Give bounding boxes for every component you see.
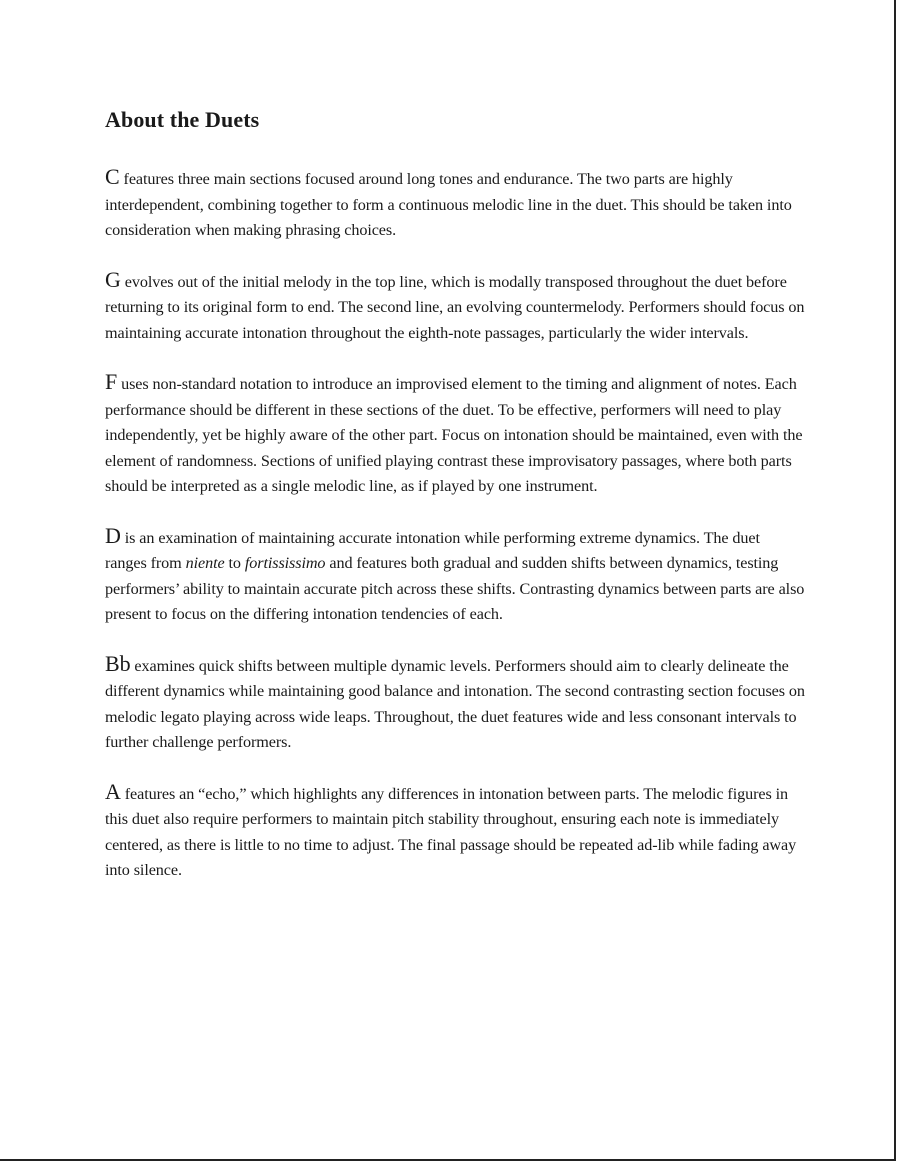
section-a-text: features an “echo,” which highlights any differences in intonation between parts. The melodic figures in this duet also require performers to maintain pitch stability throughout, ensuring each note is immediately centered, as there is little to no time to adjust. The final passage should be repeated ad-lib while fading away into silence. [105,784,797,879]
section-bb-key: Bb [105,650,131,676]
section-bb-paragraph [105,650,805,756]
section-c-text: features three main sections focused around long tones and endurance. The two parts are highly interdependent, combining together to form a continuous melodic line in the duet. This should be taken into consideration when making phrasing choices. [105,170,792,239]
document-content [105,106,805,909]
section-c-key: C [105,164,120,189]
section-d-key: D [105,522,121,548]
section-d-italic-niente: niente [185,554,225,572]
section-d-text-a: is an examination of maintaining accurate intonation while performing extreme dynamics. The duet ranges from [105,528,760,572]
section-g-paragraph [105,266,805,347]
section-f-paragraph [105,371,805,500]
section-bb-text: examines quick shifts between multiple dynamic levels. Performers should aim to clearly delineate the different dynamics while maintaining good balance and intonation. The second contrasting section focuses on melodic legato playing across wide leaps. Throughout, the duet features wide and less consonant intervals to further challenge performers. [105,656,805,751]
section-a-paragraph [105,778,805,884]
page-title: About the Duets [105,107,260,132]
section-d-text-b: to [224,554,245,572]
section-g-key: G [105,266,121,292]
section-d-text-c: and features both gradual and sudden shifts between dynamics, testing performers’ ability to maintain accurate pitch across these shifts. Contrasting dynamics between parts are also present to focus on the differing intonation tendencies of each. [105,554,805,623]
section-c-paragraph [105,166,805,244]
section-g-text: evolves out of the initial melody in the top line, which is modally transposed throughout the duet before returning to its original form to end. The second line, an evolving countermelody. Performers should focus on maintaining accurate intonation throughout the eighth-note passages, particularly the wider intervals. [105,272,805,342]
section-d-italic-fortississimo: fortississimo [244,554,326,572]
section-a-key: A [105,778,121,804]
section-d-paragraph [105,522,805,628]
section-f-key: F [105,369,118,394]
section-f-text: uses non-standard notation to introduce an improvised element to the timing and alignment of notes. Each performance should be different in these sections of the duet. To be effective, performers will need to play independently, yet be highly aware of the other part. Focus on intonation should be maintained, even with the element of randomness. Sections of unified playing contrast these improvisatory passages, where both parts should be interpreted as a single melodic line, as if played by one instrument. [105,375,803,495]
